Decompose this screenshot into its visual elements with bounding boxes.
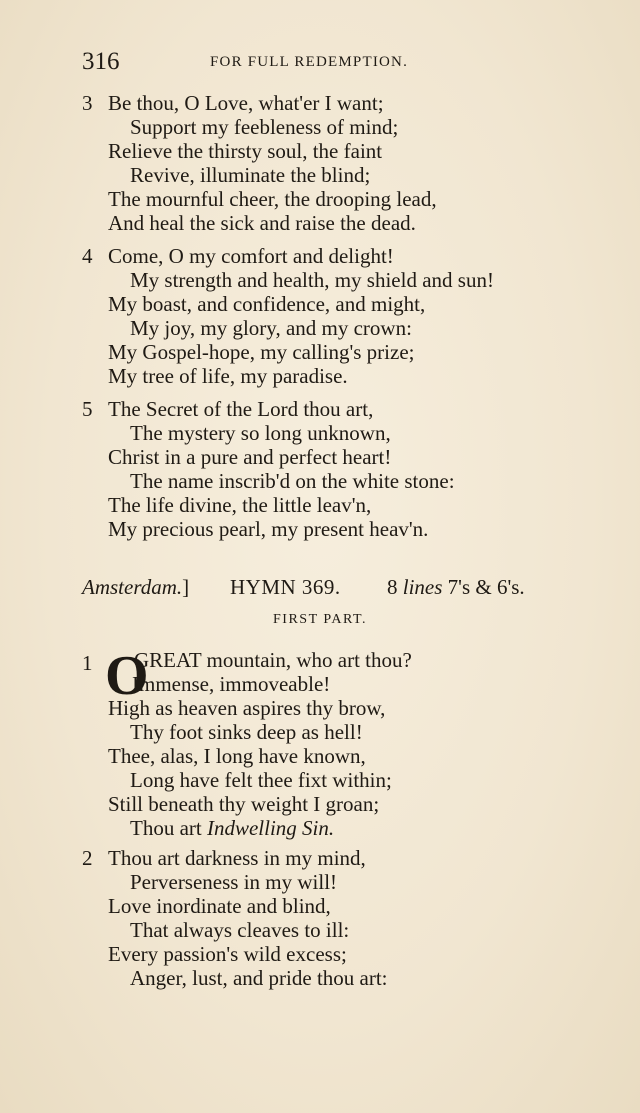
page-header	[82, 48, 552, 78]
hymn-stanza-1	[82, 645, 582, 840]
verse-line: That always cleaves to ill:	[130, 918, 350, 942]
verse-line: Christ in a pure and perfect heart!	[108, 445, 392, 469]
stanza-number: 4	[82, 244, 93, 268]
verse-line: The mournful cheer, the drooping lead,	[108, 187, 437, 211]
page-number: 316	[82, 48, 120, 75]
stanza-5	[82, 397, 582, 541]
stanza-number: 1	[82, 651, 93, 675]
hymn-meter: 8 lines 7's & 6's.	[387, 575, 525, 599]
verse-line: Immense, immoveable!	[132, 672, 331, 696]
verse-line: Support my feebleness of mind;	[130, 115, 399, 139]
stanza-number: 3	[82, 91, 93, 115]
running-head: FOR FULL REDEMPTION.	[210, 54, 409, 70]
verse-line: The Secret of the Lord thou art,	[108, 397, 374, 421]
verse-line: My tree of life, my paradise.	[108, 364, 348, 388]
stanza-4	[82, 244, 582, 388]
part-heading: FIRST PART.	[273, 612, 367, 627]
verse-line: Come, O my comfort and delight!	[108, 244, 394, 268]
verse-line: My boast, and confidence, and might,	[108, 292, 426, 316]
verse-line: GREAT mountain, who art thou?	[134, 648, 412, 672]
verse-line: Perverseness in my will!	[130, 870, 338, 894]
verse-line: The name inscrib'd on the white stone:	[130, 469, 455, 493]
stanza-number: 5	[82, 397, 93, 421]
verse-line: My Gospel-hope, my calling's prize;	[108, 340, 415, 364]
verse-line: Thee, alas, I long have known,	[108, 744, 366, 768]
hymn-title: HYMN 369.	[230, 575, 341, 599]
verse-line: My strength and health, my shield and sun!	[130, 268, 494, 292]
verse-line: The mystery so long unknown,	[130, 421, 391, 445]
verse-line: Still beneath thy weight I groan;	[108, 792, 380, 816]
drop-cap: O	[105, 645, 149, 707]
verse-line: My joy, my glory, and my crown:	[130, 316, 412, 340]
stanza-3	[82, 91, 582, 235]
hymn-heading	[82, 575, 562, 605]
hymn-stanza-2	[82, 846, 582, 990]
verse-line: Long have felt thee fixt within;	[130, 768, 392, 792]
stanza-number: 2	[82, 846, 93, 870]
verse-line: High as heaven aspires thy brow,	[108, 696, 386, 720]
verse-line: Thy foot sinks deep as hell!	[130, 720, 363, 744]
verse-line: Relieve the thirsty soul, the faint	[108, 139, 383, 163]
verse-line: Thou art Indwelling Sin.	[130, 816, 335, 840]
verse-line: Revive, illuminate the blind;	[130, 163, 371, 187]
tune-name: Amsterdam.]	[82, 575, 190, 599]
verse-line: Be thou, O Love, what'er I want;	[108, 91, 384, 115]
verse-line: The life divine, the little leav'n,	[108, 493, 372, 517]
verse-line: Every passion's wild excess;	[108, 942, 347, 966]
verse-line: Thou art darkness in my mind,	[108, 846, 366, 870]
verse-line: And heal the sick and raise the dead.	[108, 211, 416, 235]
verse-line: Love inordinate and blind,	[108, 894, 331, 918]
verse-line: My precious pearl, my present heav'n.	[108, 517, 429, 541]
verse-line: Anger, lust, and pride thou art:	[130, 966, 388, 990]
